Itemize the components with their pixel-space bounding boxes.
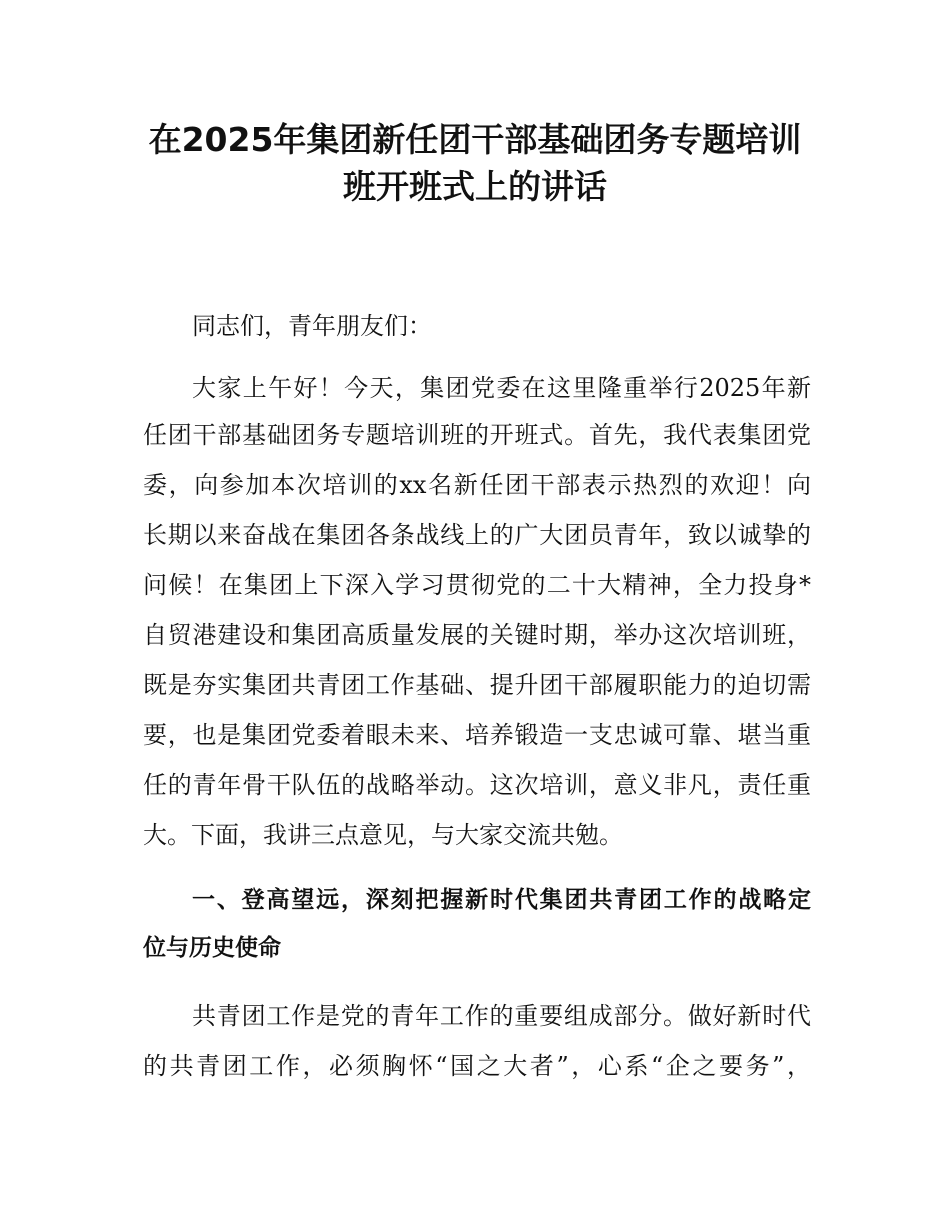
paragraph-2-line: 的共青团工作，必须胸怀“国之大者”，心系“企之要务”， <box>143 1052 811 1080</box>
paragraph-1-line: 自贸港建设和集团高质量发展的关键时期，举办这次培训班， <box>143 621 811 649</box>
paragraph-1-line: 任的青年骨干队伍的战略举动。这次培训，意义非凡，责任重 <box>143 771 811 799</box>
section-1-heading-line: 一、登高望远，深刻把握新时代集团共青团工作的战略定 <box>192 887 811 913</box>
paragraph-1-line: 任团干部基础团务专题培训班的开班式。首先，我代表集团党 <box>143 421 811 449</box>
paragraph-1-line: 既是夯实集团共青团工作基础、提升团干部履职能力的迫切需 <box>143 671 811 699</box>
salutation: 同志们，青年朋友们： <box>192 312 432 340</box>
paragraph-2-line: 共青团工作是党的青年工作的重要组成部分。做好新时代 <box>192 1002 811 1030</box>
paragraph-1-line: 长期以来奋战在集团各条战线上的广大团员青年，致以诚挚的 <box>143 521 811 549</box>
document-title-line-2: 班开班式上的讲话 <box>343 167 607 206</box>
paragraph-1-line: 大。下面，我讲三点意见，与大家交流共勉。 <box>143 821 623 849</box>
section-1-heading-line: 位与历史使命 <box>143 935 281 961</box>
paragraph-1-line: 大家上午好！今天，集团党委在这里隆重举行2025年新 <box>192 374 811 402</box>
document-title-line-1: 在2025年集团新任团干部基础团务专题培训 <box>148 120 802 159</box>
paragraph-1-line: 委，向参加本次培训的xx名新任团干部表示热烈的欢迎！向 <box>143 471 811 499</box>
paragraph-1-line: 问候！在集团上下深入学习贯彻党的二十大精神，全力投身* <box>143 571 811 599</box>
paragraph-1-line: 要，也是集团党委着眼未来、培养锻造一支忠诚可靠、堪当重 <box>143 721 811 749</box>
